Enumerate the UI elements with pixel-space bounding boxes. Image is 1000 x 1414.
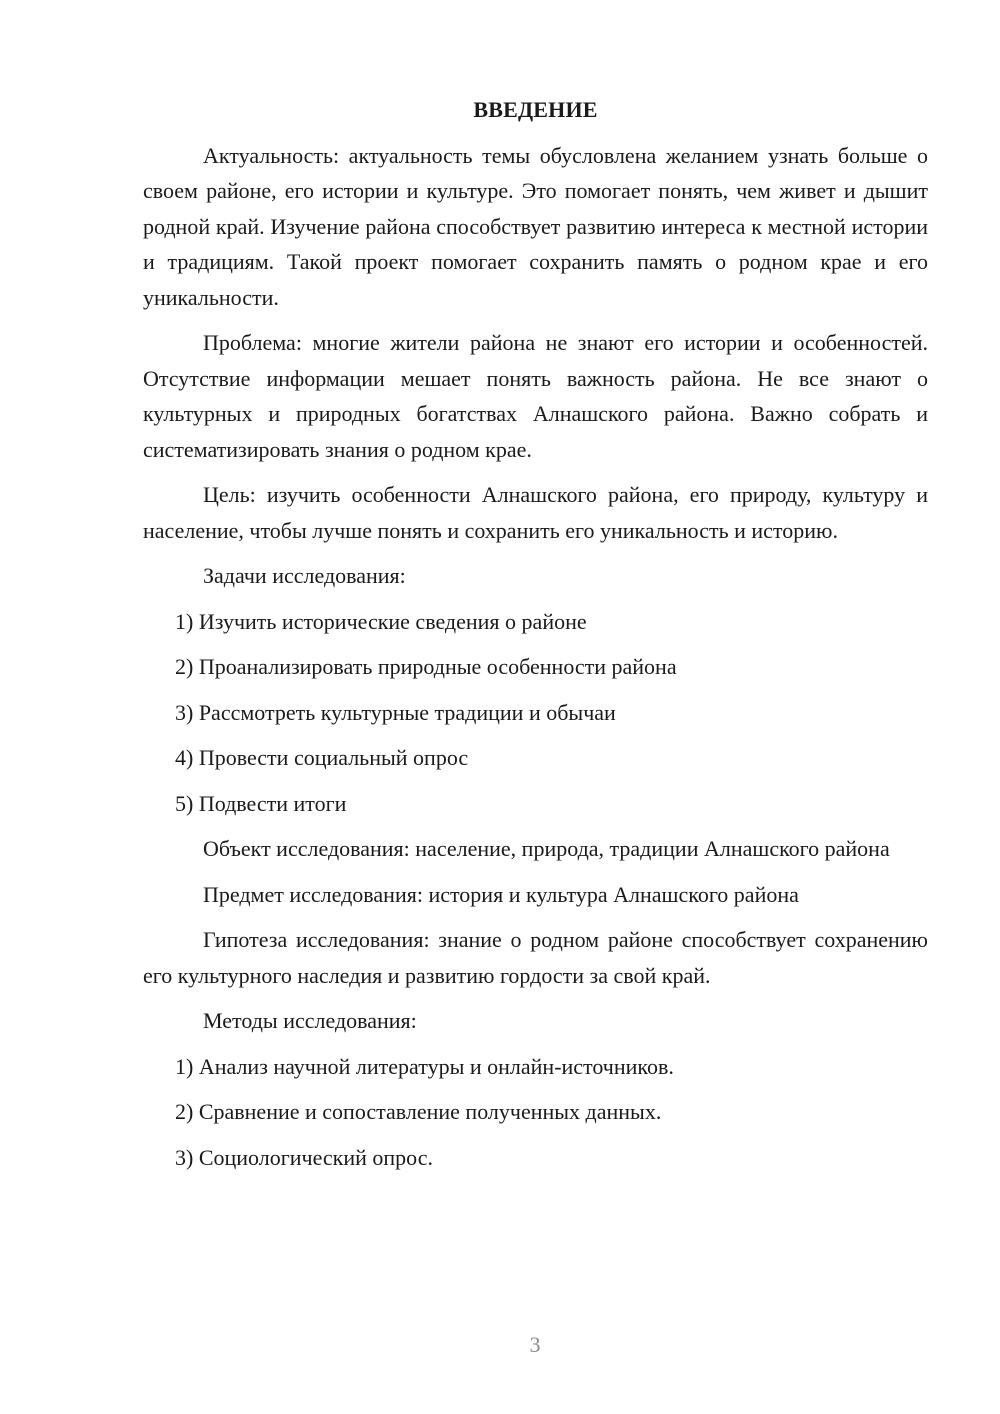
object-paragraph: Объект исследования: население, природа, традиции Алнашского района	[203, 836, 890, 861]
task-item: 5) Подвести итоги	[175, 790, 347, 816]
subject-paragraph: Предмет исследования: история и культура Алнашского района	[203, 881, 799, 907]
document-page	[143, 92, 928, 1185]
task-item: 3) Рассмотреть культурные традиции и обычаи	[175, 699, 616, 725]
task-item: 1) Изучить исторические сведения о районе	[175, 608, 587, 634]
task-item: 4) Провести социальный опрос	[175, 745, 469, 770]
tasks-list	[143, 604, 928, 822]
methods-list	[143, 1049, 928, 1176]
relevance-paragraph: Актуальность: актуальность темы обусловлена желанием узнать больше о своем районе, его истории и культуре. Это помогает понять, чем живет и дышит родной край. Изучение района способствует развитию интереса к местной истории и традициям. Такой проект помогает сохранить память о родном крае и его уникальности.	[143, 142, 928, 310]
method-item: 1) Анализ научной литературы и онлайн-источников.	[175, 1053, 674, 1079]
method-item: 2) Сравнение и сопоставление полученных данных.	[175, 1099, 662, 1124]
methods-title: Методы исследования:	[203, 1008, 417, 1033]
page-title: ВВЕДЕНИЕ	[473, 97, 598, 122]
page-number: 3	[529, 1332, 541, 1357]
hypothesis-paragraph: Гипотеза исследования: знание о родном районе способствует сохранению его культурного наследия и развитию гордости за свой край.	[143, 927, 928, 988]
method-item: 3) Социологический опрос.	[175, 1144, 433, 1170]
goal-paragraph: Цель: изучить особенности Алнашского района, его природу, культуру и население, чтобы лучше понять и сохранить его уникальность и историю.	[143, 482, 928, 543]
tasks-title: Задачи исследования:	[203, 563, 406, 588]
task-item: 2) Проанализировать природные особенности района	[175, 654, 677, 679]
problem-paragraph: Проблема: многие жители района не знают его истории и особенностей. Отсутствие информации мешает понять важность района. Не все знают о культурных и природных богатствах Алнашского района. Важно собрать и систематизировать знания о родном крае.	[143, 330, 928, 462]
